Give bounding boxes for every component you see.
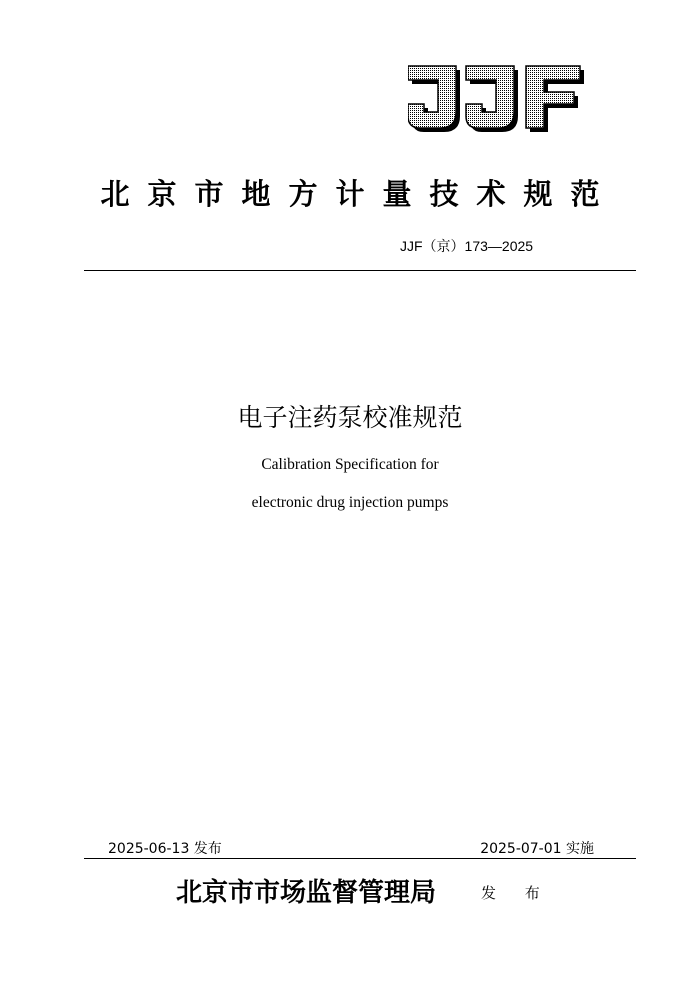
jjf-logo xyxy=(408,64,586,136)
title-english-line1: Calibration Specification for xyxy=(261,456,439,473)
header-title: 北京市地方计量技术规范 xyxy=(100,177,618,211)
implementation-date: 2025-07-01 实施 xyxy=(480,841,594,857)
issuer-suffix: 发 布 xyxy=(481,884,552,902)
title-english-line2: electronic drug injection pumps xyxy=(251,494,449,511)
issue-date: 2025-06-13 发布 xyxy=(108,841,222,857)
bottom-divider xyxy=(84,858,636,859)
top-divider xyxy=(84,270,636,271)
jjf-logo-icon xyxy=(408,64,586,136)
issuer-name: 北京市市场监督管理局 xyxy=(176,878,437,908)
document-number: JJF（京）173—2025 xyxy=(400,238,534,254)
title-chinese: 电子注药泵校准规范 xyxy=(237,403,463,432)
